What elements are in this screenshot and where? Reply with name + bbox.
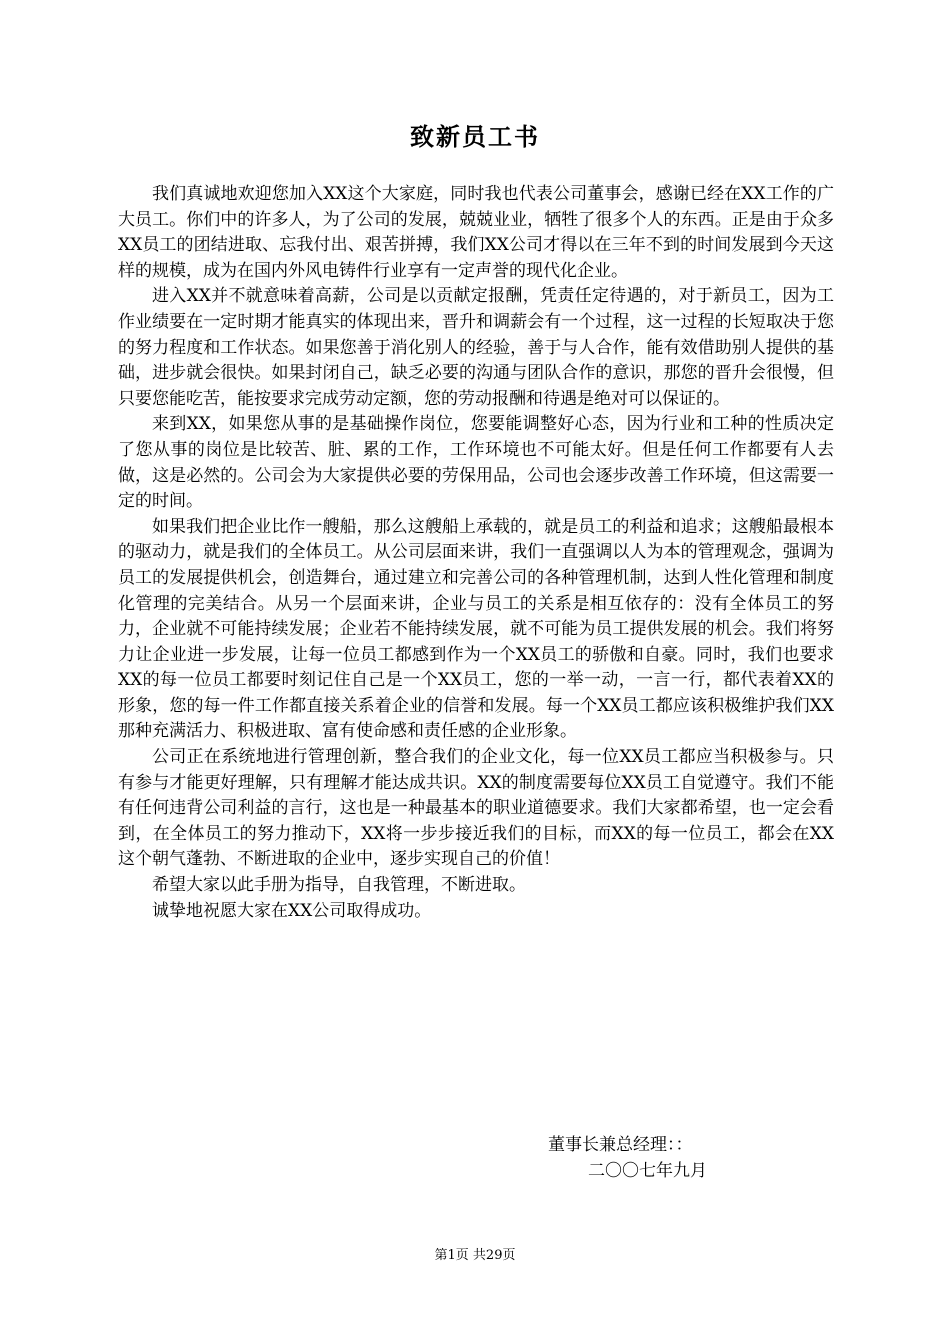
signature-block [548,1132,788,1184]
page-footer: 第1页 共29页 [434,1248,516,1263]
paragraph-innovation: 公司正在系统地进行管理创新，整合我们的企业文化，每一位XX员工都应当积极参与。只有参与才能更好理解，只有理解才能达成共识。XX的制度需要每位XX员工自觉遵守。我们不能有任何违背公司利益的言行，这也是一种最基本的职业道德要求。我们大家都希望，也一定会看到，在全体员工的努力推动下，XX将一步步接近我们的目标，而XX的每一位员工，都会在XX这个朝气蓬勃、不断进取的企业中，逐步实现自己的价值！ [118,747,834,870]
letter-body [118,182,834,924]
paragraph-handbook: 希望大家以此手册为指导，自我管理，不断进取。 [152,875,526,896]
paragraph-salary: 进入XX并不就意味着高薪，公司是以贡献定报酬，凭责任定待遇的，对于新员工，因为工作业绩要在一定时期才能真实的体现出来，晋升和调薪会有一个过程，这一过程的长短取决于您的努力程度和工作状态。如果您善于消化别人的经验，善于与人合作，能有效借助别人提供的基础，进步就会很快。如果封闭自己，缺乏必要的沟通与团队合作的意识，那您的晋升会很慢，但只要您能吃苦，能按要求完成劳动定额，您的劳动报酬和待遇是绝对可以保证的。 [118,286,834,409]
paragraph-wishes: 诚挚地祝愿大家在XX公司取得成功。 [152,900,432,921]
paragraph-company-ship: 如果我们把企业比作一艘船，那么这艘船上承载的，就是员工的利益和追求；这艘船最根本的驱动力，就是我们的全体员工。从公司层面来讲，我们一直强调以人为本的管理观念，强调为员工的发展提供机会，创造舞台，通过建立和完善公司的各种管理机制，达到人性化管理和制度化管理的完美结合。从另一个层面来讲，企业与员工的关系是相互依存的：没有全体员工的努力，企业就不可能持续发展；企业若不能持续发展，就不可能为员工提供发展的机会。我们将努力让企业进一步发展，让每一位员工都感到作为一个XX员工的骄傲和自豪。同时，我们也要求XX的每一位员工都要时刻记住自己是一个XX员工，您的一举一动，一言一行，都代表着XX的形象，您的每一件工作都直接关系着企业的信誉和发展。每一个XX员工都应该积极维护我们XX那种充满活力、积极进取、富有使命感和责任感的企业形象。 [118,516,834,742]
signature-date: 二〇〇七年九月 [588,1161,707,1181]
paragraph-work-conditions: 来到XX，如果您从事的是基础操作岗位，您要能调整好心态，因为行业和工种的性质决定了您从事的岗位是比较苦、脏、累的工作，工作环境也不可能太好。但是任何工作都要有人去做，这是必然的。公司会为大家提供必要的劳保用品，公司也会逐步改善工作环境，但这需要一定的时间。 [118,414,834,512]
document-title: 致新员工书 [410,122,540,151]
signer-title: 董事长兼总经理：： [548,1135,693,1155]
paragraph-welcome: 我们真诚地欢迎您加入XX这个大家庭，同时我也代表公司董事会，感谢已经在XX工作的广大员工。你们中的许多人，为了公司的发展，兢兢业业，牺牲了很多个人的东西。正是由于众多XX员工的团结进取、忘我付出、艰苦拼搏，我们XX公司才得以在三年不到的时间发展到今天这样的规模，成为在国内外风电铸件行业享有一定声誉的现代化企业。 [118,184,834,281]
